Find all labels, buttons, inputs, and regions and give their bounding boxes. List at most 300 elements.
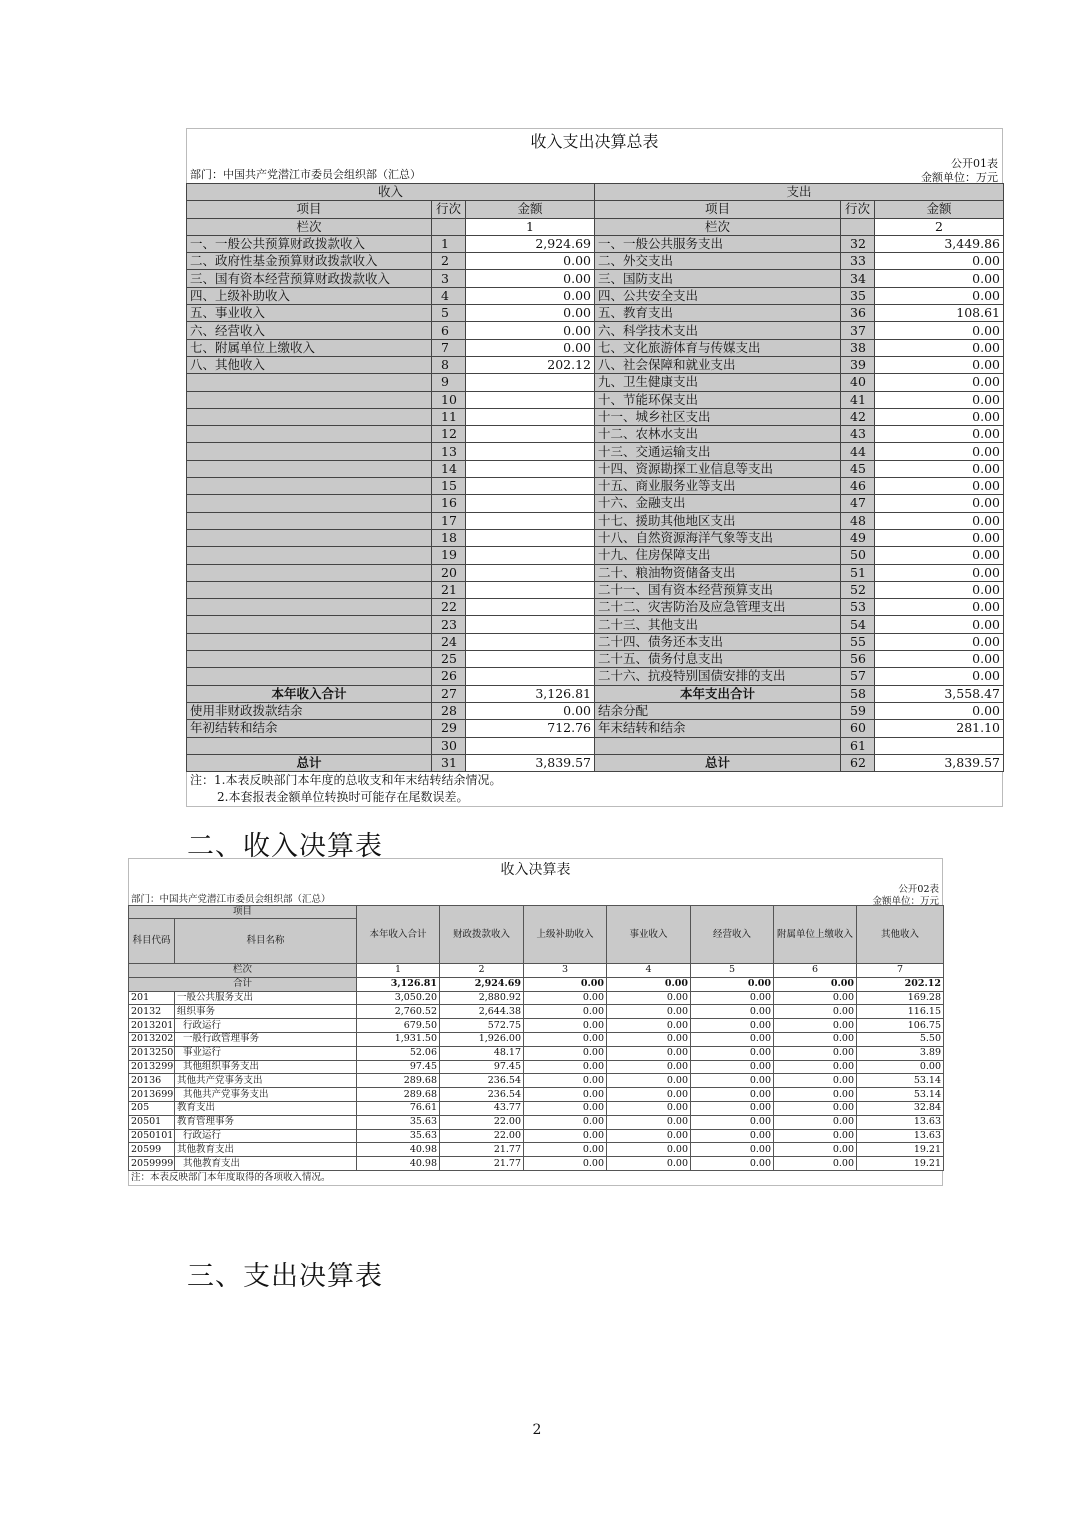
expense-item: 十八、自然资源海洋气象等支出 [595,529,841,546]
income-item [187,426,432,443]
table1-dept: 部门：中国共产党潜江市委员会组织部（汇总） [190,168,421,181]
income-value: 53.14 [857,1074,944,1088]
expense-item: 十七、援助其他地区支出 [595,512,841,529]
table-row [129,1060,944,1074]
table1-meta [186,155,1003,183]
income-value: 0.00 [774,1143,857,1157]
income-item: 四、上级补助收入 [187,287,432,304]
income-value: 35.63 [357,1129,440,1143]
income-value: 48.17 [440,1046,524,1060]
t2-lanci: 1 [357,964,440,978]
income-row-no: 29 [432,720,466,737]
income-value: 236.54 [440,1074,524,1088]
income-value: 3,050.20 [357,991,440,1005]
income-row-no: 12 [432,426,466,443]
income-value: 0.00 [857,1060,944,1074]
expense-row-no: 42 [841,408,875,425]
income-value: 0.00 [691,1115,774,1129]
income-value: 76.61 [357,1101,440,1115]
income-amount [466,478,595,495]
expense-row-no: 59 [841,702,875,719]
t2-col-fiscal: 财政拨款收入 [440,906,524,964]
expense-amount: 0.00 [875,339,1004,356]
income-value: 0.00 [774,1129,857,1143]
income-amount [466,651,595,668]
expense-amount: 3,558.47 [875,685,1004,702]
t2-lanci: 4 [607,964,691,978]
t2-total-value: 0.00 [691,977,774,991]
income-value: 0.00 [691,1129,774,1143]
expense-item: 十四、资源勘探工业信息等支出 [595,460,841,477]
expense-amount: 0.00 [875,426,1004,443]
income-amount: 0.00 [466,287,595,304]
expense-row-no: 47 [841,495,875,512]
income-item [187,374,432,391]
expense-amount: 0.00 [875,668,1004,685]
expense-amount: 0.00 [875,581,1004,598]
expense-row-no: 54 [841,616,875,633]
col-row: 行次 [432,201,466,218]
expense-amount: 281.10 [875,720,1004,737]
total-row [187,754,1004,771]
table-row [187,270,1004,287]
income-amount: 0.00 [466,270,595,287]
income-value: 0.00 [691,1157,774,1171]
expense-item: 十一、城乡社区支出 [595,408,841,425]
income-item [187,408,432,425]
income-value: 0.00 [691,1074,774,1088]
income-row-no: 25 [432,651,466,668]
table-row [187,512,1004,529]
subject-name: 教育支出 [175,1101,357,1115]
income-amount [466,512,595,529]
expense-amount: 0.00 [875,599,1004,616]
expense-item: 四、公共安全支出 [595,287,841,304]
t2-col-name: 科目名称 [175,919,357,964]
income-value: 22.00 [440,1129,524,1143]
subject-code: 2013299 [129,1060,175,1074]
table-row [129,1019,944,1033]
income-item: 使用非财政拨款结余 [187,702,432,719]
income-value: 3.89 [857,1046,944,1060]
income-value: 0.00 [691,1060,774,1074]
table-row [129,1005,944,1019]
expense-amount: 0.00 [875,253,1004,270]
income-value: 0.00 [774,1074,857,1088]
expense-row-no: 35 [841,287,875,304]
income-row-no: 22 [432,599,466,616]
income-amount [466,460,595,477]
t2-col-operating: 经营收入 [691,906,774,964]
expense-row-no: 53 [841,599,875,616]
income-amount [466,599,595,616]
income-value: 0.00 [524,1157,607,1171]
expense-row-no: 41 [841,391,875,408]
expense-item: 结余分配 [595,702,841,719]
income-item [187,512,432,529]
table-row [187,339,1004,356]
income-item [187,547,432,564]
lanci-income: 1 [466,218,595,235]
income-value: 97.45 [440,1060,524,1074]
table-row [187,443,1004,460]
income-row-no: 5 [432,305,466,322]
t2-total-label: 合计 [129,977,357,991]
expense-item: 二十二、灾害防治及应急管理支出 [595,599,841,616]
income-header: 收入 [187,184,595,201]
income-row-no: 2 [432,253,466,270]
total-row [187,702,1004,719]
col-item: 项目 [187,201,432,218]
expense-item: 十二、农林水支出 [595,426,841,443]
expense-row-no: 40 [841,374,875,391]
expense-amount: 0.00 [875,356,1004,373]
subject-code: 205 [129,1101,175,1115]
expense-row-no: 58 [841,685,875,702]
subject-name: 一般行政管理事务 [175,1032,357,1046]
income-row-no: 4 [432,287,466,304]
table-row [187,287,1004,304]
subject-name: 其他共产党事务支出 [175,1088,357,1102]
table-row [129,1129,944,1143]
expense-item: 八、社会保障和就业支出 [595,356,841,373]
expense-row-no: 55 [841,633,875,650]
table2-title: 收入决算表 [128,858,943,881]
table-row [187,651,1004,668]
income-row-no: 26 [432,668,466,685]
income-value: 0.00 [607,1019,691,1033]
t2-lanci: 5 [691,964,774,978]
income-row-no: 30 [432,737,466,754]
expense-row-no: 32 [841,235,875,252]
table-row [187,391,1004,408]
income-value: 52.06 [357,1046,440,1060]
table-row [187,253,1004,270]
table-row [187,633,1004,650]
income-value: 0.00 [524,1046,607,1060]
income-value: 40.98 [357,1143,440,1157]
income-value: 0.00 [524,991,607,1005]
table1-note-2: 2.本套报表金额单位转换时可能存在尾数误差。 [217,790,469,805]
income-item [187,529,432,546]
income-value: 0.00 [691,1088,774,1102]
table-row [187,581,1004,598]
income-item [187,443,432,460]
income-item: 七、附属单位上缴收入 [187,339,432,356]
income-value: 5.50 [857,1032,944,1046]
table2-note: 注：本表反映部门本年度取得的各项收入情况。 [128,1171,943,1186]
t2-col-code: 科目代码 [129,919,175,964]
col-row: 行次 [841,201,875,218]
table-row [187,616,1004,633]
income-value: 0.00 [524,1019,607,1033]
income-value: 0.00 [774,1101,857,1115]
subject-code: 20132 [129,1005,175,1019]
expense-amount: 0.00 [875,633,1004,650]
t2-lanci: 7 [857,964,944,978]
lanci-expense: 2 [875,218,1004,235]
income-row-no: 27 [432,685,466,702]
expense-item: 十九、住房保障支出 [595,547,841,564]
income-value: 0.00 [524,1032,607,1046]
expense-item: 年末结转和结余 [595,720,841,737]
income-value: 19.21 [857,1143,944,1157]
table-row [187,374,1004,391]
income-item [187,737,432,754]
expense-amount: 3,839.57 [875,754,1004,771]
expense-row-no: 38 [841,339,875,356]
t2-col-business: 事业收入 [607,906,691,964]
expense-row-no: 50 [841,547,875,564]
subject-name: 其他教育支出 [175,1143,357,1157]
table-row [187,478,1004,495]
expense-row-no: 46 [841,478,875,495]
section-heading-expense: 三、支出决算表 [187,1261,383,1292]
income-value: 19.21 [857,1157,944,1171]
income-value: 0.00 [607,1032,691,1046]
income-value: 0.00 [524,1115,607,1129]
expense-amount: 0.00 [875,322,1004,339]
subject-name: 其他共产党事务支出 [175,1074,357,1088]
expense-row-no: 36 [841,305,875,322]
income-value: 53.14 [857,1088,944,1102]
income-value: 0.00 [524,1129,607,1143]
table2-dept: 部门：中国共产党潜江市委员会组织部（汇总） [131,894,331,905]
income-row-no: 10 [432,391,466,408]
income-value: 116.15 [857,1005,944,1019]
table1-title: 收入支出决算总表 [186,128,1003,155]
income-amount: 0.00 [466,322,595,339]
income-value: 0.00 [691,1019,774,1033]
income-value: 0.00 [524,1060,607,1074]
table1-grid [186,183,1004,772]
income-value: 0.00 [524,1088,607,1102]
expense-row-no: 45 [841,460,875,477]
expense-row-no: 51 [841,564,875,581]
t2-col-affiliated: 附属单位上缴收入 [774,906,857,964]
expense-item: 二十四、债务还本支出 [595,633,841,650]
subject-code: 20501 [129,1115,175,1129]
expense-amount: 0.00 [875,374,1004,391]
income-value: 43.77 [440,1101,524,1115]
income-item [187,581,432,598]
subject-name: 行政运行 [175,1129,357,1143]
income-amount [466,668,595,685]
t2-total-value: 0.00 [607,977,691,991]
income-value: 0.00 [607,1046,691,1060]
income-row-no: 6 [432,322,466,339]
table-row [129,1046,944,1060]
income-amount [466,616,595,633]
expense-row-no: 49 [841,529,875,546]
table1-unit: 金额单位：万元 [921,171,998,184]
income-value: 289.68 [357,1074,440,1088]
income-value: 1,926.00 [440,1032,524,1046]
income-value: 0.00 [524,1143,607,1157]
income-row-no: 24 [432,633,466,650]
income-row-no: 9 [432,374,466,391]
income-value: 106.75 [857,1019,944,1033]
income-value: 0.00 [524,1005,607,1019]
table-row [187,668,1004,685]
expense-amount: 0.00 [875,287,1004,304]
expense-amount: 0.00 [875,529,1004,546]
expense-amount: 108.61 [875,305,1004,322]
income-value: 21.77 [440,1143,524,1157]
expense-amount: 0.00 [875,512,1004,529]
t2-col-lanci: 栏次 [129,964,357,978]
income-row-no: 3 [432,270,466,287]
income-value: 0.00 [607,1074,691,1088]
income-value: 21.77 [440,1157,524,1171]
t2-lanci: 2 [440,964,524,978]
section-heading-income: 二、收入决算表 [187,831,383,862]
table1-notes [186,772,1003,807]
income-value: 97.45 [357,1060,440,1074]
income-value: 0.00 [691,1032,774,1046]
subject-name: 其他组织事务支出 [175,1060,357,1074]
table2-grid [128,905,944,1171]
table-row [129,1074,944,1088]
expense-item: 二十、粮油物资储备支出 [595,564,841,581]
table-row [187,305,1004,322]
income-value: 0.00 [607,1157,691,1171]
income-item: 总计 [187,754,432,771]
col-item: 项目 [595,201,841,218]
income-amount [466,633,595,650]
subject-name: 教育管理事务 [175,1115,357,1129]
income-amount: 0.00 [466,253,595,270]
income-value: 13.63 [857,1115,944,1129]
income-item: 三、国有资本经营预算财政拨款收入 [187,270,432,287]
t2-col-other: 其他收入 [857,906,944,964]
income-amount [466,529,595,546]
income-value: 32.84 [857,1101,944,1115]
subject-code: 2050101 [129,1129,175,1143]
col-lanci: 栏次 [595,218,841,235]
income-item: 二、政府性基金预算财政拨款收入 [187,253,432,270]
expense-row-no: 62 [841,754,875,771]
income-amount: 202.12 [466,356,595,373]
income-amount [466,443,595,460]
income-item [187,478,432,495]
subject-code: 201 [129,991,175,1005]
subject-name: 组织事务 [175,1005,357,1019]
expense-amount: 0.00 [875,408,1004,425]
income-item: 八、其他收入 [187,356,432,373]
expense-item: 五、教育支出 [595,305,841,322]
income-value: 0.00 [607,1115,691,1129]
table-row [129,991,944,1005]
income-amount [466,564,595,581]
expense-item: 十三、交通运输支出 [595,443,841,460]
subject-code: 20599 [129,1143,175,1157]
subject-name: 其他教育支出 [175,1157,357,1171]
income-value: 289.68 [357,1088,440,1102]
expense-item: 三、国防支出 [595,270,841,287]
col-amount: 金额 [875,201,1004,218]
expense-amount: 0.00 [875,391,1004,408]
income-amount: 0.00 [466,339,595,356]
expense-amount: 0.00 [875,564,1004,581]
income-value: 0.00 [774,1019,857,1033]
total-row [187,720,1004,737]
income-expense-summary-table [186,128,1003,807]
income-item [187,564,432,581]
table-row [129,1115,944,1129]
income-value: 0.00 [607,1060,691,1074]
income-row-no: 20 [432,564,466,581]
income-value: 0.00 [691,1005,774,1019]
t2-total-value: 3,126.81 [357,977,440,991]
income-value: 0.00 [607,1005,691,1019]
expense-row-no: 39 [841,356,875,373]
table-row [187,547,1004,564]
t2-lanci: 3 [524,964,607,978]
income-value: 0.00 [607,991,691,1005]
expense-row-no: 57 [841,668,875,685]
income-value: 0.00 [607,1129,691,1143]
income-value: 0.00 [691,1143,774,1157]
expense-amount: 3,449.86 [875,235,1004,252]
table2-form-no: 公开02表 [898,884,939,895]
expense-row-no: 33 [841,253,875,270]
expense-item: 二十六、抗疫特别国债安排的支出 [595,668,841,685]
table-row [187,529,1004,546]
expense-amount: 0.00 [875,495,1004,512]
income-final-accounts-table [128,858,943,1186]
income-amount [466,426,595,443]
expense-amount [875,737,1004,754]
income-amount [466,547,595,564]
income-amount: 3,126.81 [466,685,595,702]
income-amount: 0.00 [466,305,595,322]
income-value: 0.00 [774,1060,857,1074]
table2-unit: 金额单位：万元 [872,896,939,907]
income-value: 0.00 [774,1115,857,1129]
income-row-no: 14 [432,460,466,477]
income-row-no: 7 [432,339,466,356]
table-row [129,1088,944,1102]
income-value: 679.50 [357,1019,440,1033]
expense-item: 九、卫生健康支出 [595,374,841,391]
t2-total-value: 0.00 [774,977,857,991]
table-row [187,564,1004,581]
income-row-no: 19 [432,547,466,564]
table-row [187,322,1004,339]
table-row [187,460,1004,477]
t2-col-total: 本年收入合计 [357,906,440,964]
income-row-no: 1 [432,235,466,252]
page-number: 2 [532,1422,542,1438]
income-row-no: 18 [432,529,466,546]
expense-amount: 0.00 [875,460,1004,477]
expense-item: 十、节能环保支出 [595,391,841,408]
table-row [187,599,1004,616]
expense-header: 支出 [595,184,1004,201]
expense-amount: 0.00 [875,443,1004,460]
income-amount [466,737,595,754]
table-row [187,426,1004,443]
income-value: 0.00 [774,1046,857,1060]
subject-code: 20136 [129,1074,175,1088]
income-value: 0.00 [774,1157,857,1171]
expense-row-no: 34 [841,270,875,287]
income-row-no: 21 [432,581,466,598]
expense-amount: 0.00 [875,651,1004,668]
subject-code: 2013699 [129,1088,175,1102]
income-value: 0.00 [524,1101,607,1115]
